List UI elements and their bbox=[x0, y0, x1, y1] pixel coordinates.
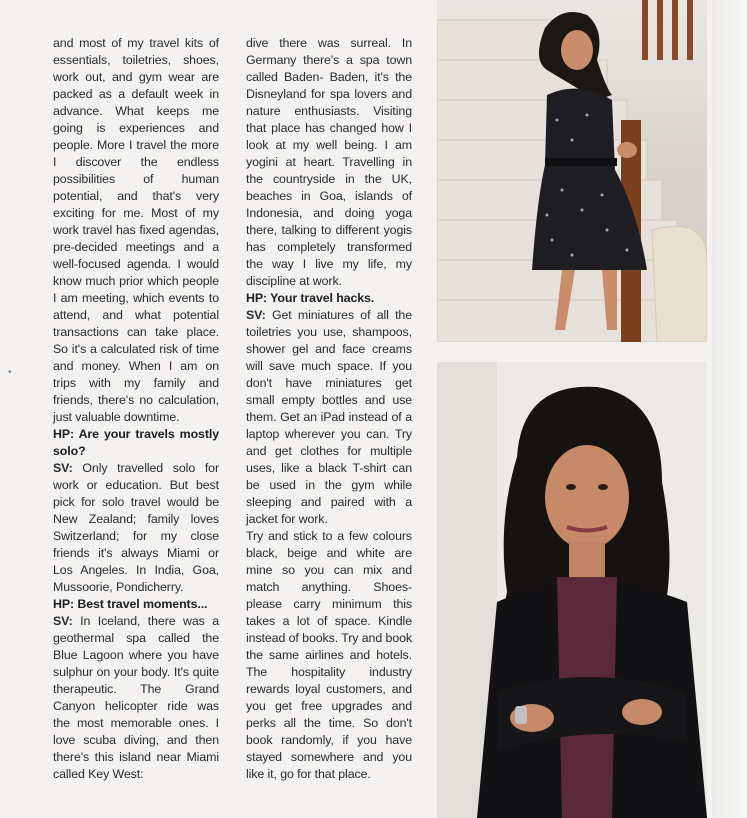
answer-paragraph bbox=[53, 460, 219, 596]
answer-text: Get miniatures of all the toiletries you use, shampoos, shower gel and face creams will save much space. If you don't have miniatures get small empty bottles and use them. Get an iPad instead of a laptop wherever you can. Try and get clothes for multiple uses, like a black T-shirt can be used in the gym while sleeping and paired with a jacket for work. bbox=[246, 308, 412, 526]
page-mark: • bbox=[8, 367, 12, 378]
answer-label: SV: bbox=[53, 614, 73, 628]
question-heading: HP: Are your travels mostly solo? bbox=[53, 427, 219, 458]
answer-paragraph bbox=[246, 307, 412, 528]
question-heading: HP: Your travel hacks. bbox=[246, 291, 375, 305]
paragraph: Try and stick to a few colours black, beige and white are mine so you can mix and match anything. Shoes- please carry minimum this takes a lot of space. Kindle instead of books. Try and book the same airlines and hotels. The hospitality industry rewards loyal customers, and you get free upgrades and perks all the time. So don't book randomly, if you have stayed somewhere and you like it, go for that place. bbox=[246, 529, 412, 781]
stairs-photo-illustration bbox=[437, 0, 707, 342]
answer-paragraph bbox=[53, 613, 219, 783]
portrait-photo-illustration bbox=[437, 362, 707, 818]
question-heading: HP: Best travel moments... bbox=[53, 597, 208, 611]
page-edge bbox=[712, 0, 747, 818]
answer-label: SV: bbox=[53, 461, 73, 475]
answer-label: SV: bbox=[246, 308, 266, 322]
paragraph: dive there was surreal. In Germany there's a spa town called Baden- Baden, it's the Disneyland for spa lovers and nature enthusiasts. Visiting that place has changed how I look at my well being. I am yogini at heart. Travelling in the countryside in the UK, beaches in Goa, islands of Indonesia, and doing yoga there, talking to different yogis has completely transformed the way I live my life, my discipline at work. bbox=[246, 36, 412, 288]
paragraph: and most of my travel kits of essentials, toiletries, shoes, work out, and gym wear are packed as a default week in advance. What keeps me going is experiences and people. More I travel the more I discover the endless possibilities of human potential, and that's very exciting for me. Most of my work travel has fixed agendas, pre-decided meetings and a well-focused agenda. I would know much prior which people I am meeting, which events to attend, and what potential transactions can take place. So it's a calculated risk of time and money. When I am on trips with my family and friends, there's no calculation, just valuable downtime. bbox=[53, 36, 219, 424]
text-column-middle bbox=[246, 35, 412, 783]
text-column-left bbox=[53, 35, 219, 783]
answer-text: Only travelled solo for work or education. But best pick for solo travel would be New Zealand; family loves Switzerland; for my close friends it's always Miami or Los Angeles. In India, Goa, Mussoorie, Pondicherry. bbox=[53, 461, 219, 594]
photo-woman-portrait bbox=[437, 362, 707, 818]
photo-woman-on-stairs bbox=[437, 0, 707, 342]
answer-text: In Iceland, there was a geothermal spa called the Blue Lagoon where you have sulphur on your body. It's quite therapeutic. The Grand Canyon helicopter ride was the most memorable ones. I love scuba diving, and then there's this island near Miami called Key West: bbox=[53, 614, 219, 781]
